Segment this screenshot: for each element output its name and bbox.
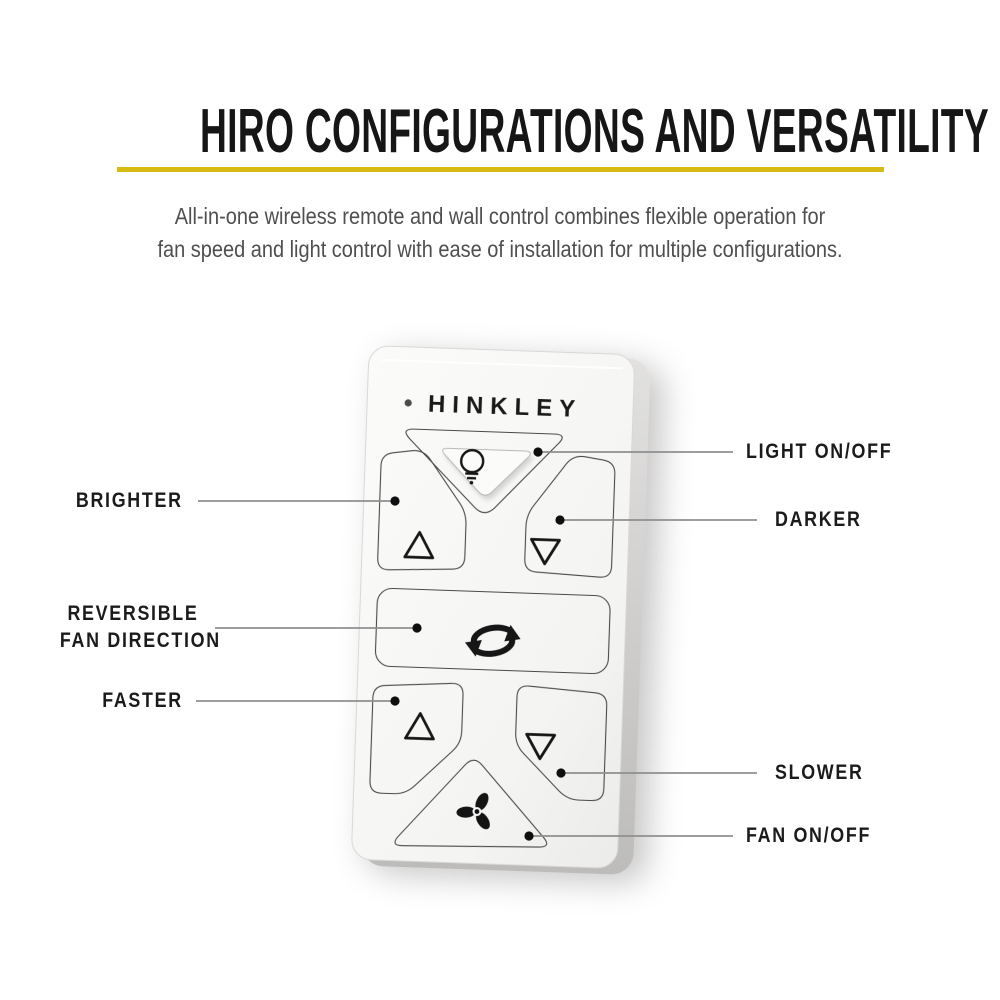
callout-label-reverse-line-1: REVERSIBLE (67, 602, 199, 625)
callout-dot-light (533, 447, 542, 456)
callout-label-reversible-fan-direction (59, 600, 221, 654)
callout-label-slower: SLOWER (775, 761, 864, 784)
callout-dot-slower (556, 768, 565, 777)
subtitle-line-1: All-in-one wireless remote and wall control combines flexible operation for (174, 203, 826, 229)
callout-label-brighter: BRIGHTER (76, 489, 183, 512)
callout-dot-darker (555, 515, 564, 524)
callout-dot-fan (524, 831, 533, 840)
callout-label-darker: DARKER (775, 508, 862, 531)
callout-label-faster: FASTER (102, 689, 183, 712)
remote-face (351, 346, 635, 869)
callout-label-fan-on-off: FAN ON/OFF (746, 824, 872, 847)
callout-dot-brighter (390, 496, 399, 505)
brand-text: HINKLEY (427, 390, 583, 423)
callout-label-reverse-line-2: FAN DIRECTION (59, 629, 221, 652)
page-title: HIRO CONFIGURATIONS AND VERSATILITY (200, 97, 989, 166)
callout-dot-reverse (412, 623, 421, 632)
callout-dot-faster (390, 696, 399, 705)
remote-body (351, 346, 651, 876)
callout-label-light-on-off: LIGHT ON/OFF (746, 440, 893, 463)
subtitle-line-2: fan speed and light control with ease of installation for multiple configurations. (157, 236, 843, 262)
